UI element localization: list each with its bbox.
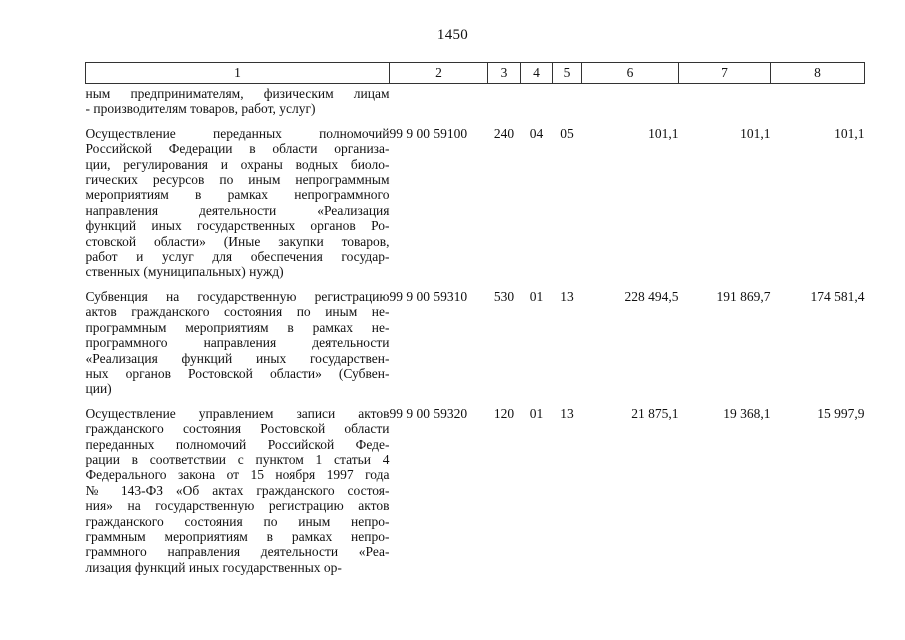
amount-year-1: 101,1 bbox=[648, 125, 679, 141]
description-line: переданных полномочий Российской Феде- bbox=[85, 436, 390, 452]
table-row bbox=[86, 406, 865, 584]
target-article-code: 99 9 00 59320 bbox=[389, 405, 468, 421]
target-article-code bbox=[390, 84, 488, 126]
amount-year-2: 19 368,1 bbox=[723, 405, 771, 421]
description-line: «Реализация функций иных государствен- bbox=[85, 350, 390, 366]
col-header-1: 1 bbox=[86, 63, 390, 84]
row-description bbox=[86, 406, 390, 584]
description-line: Федерального закона от 15 ноября 1997 года bbox=[85, 467, 390, 483]
col-header-2: 2 bbox=[390, 63, 488, 84]
table-row bbox=[86, 84, 865, 126]
subsection-code: 05 bbox=[560, 125, 574, 141]
subsection-code bbox=[553, 84, 582, 126]
description-line: граммного направления деятельности «Реа- bbox=[85, 544, 390, 560]
description-line: направления деятельности «Реализация bbox=[85, 202, 390, 218]
description-line: № 143-ФЗ «Об актах гражданского состоя- bbox=[85, 482, 390, 498]
description-line: актов гражданского состояния по иным не- bbox=[85, 304, 390, 320]
description-line: ственных (муниципальных) нужд) bbox=[85, 264, 284, 280]
table-row bbox=[86, 126, 865, 289]
target-article-code: 99 9 00 59310 bbox=[389, 288, 468, 304]
amount-year-3: 15 997,9 bbox=[817, 405, 865, 421]
description-line: Осуществление управлением записи актов bbox=[85, 405, 390, 421]
amount-year-3 bbox=[771, 84, 865, 126]
description-line: граммным мероприятиям в рамках непро- bbox=[85, 528, 390, 544]
amount-year-2 bbox=[679, 84, 771, 126]
description-line: ных органов Ростовской области» (Субвен- bbox=[85, 365, 390, 381]
col-header-6: 6 bbox=[582, 63, 679, 84]
expense-type-code bbox=[488, 84, 521, 126]
description-line: ния» на государственную регистрацию актов bbox=[85, 498, 390, 514]
target-article-code: 99 9 00 59100 bbox=[389, 125, 468, 141]
description-line: Российской Федерации в области организа- bbox=[85, 141, 390, 157]
subsection-code: 13 bbox=[560, 405, 574, 421]
description-line: гражданского состояния по иным непро- bbox=[85, 513, 390, 529]
col-header-8: 8 bbox=[771, 63, 865, 84]
row-description bbox=[86, 84, 390, 126]
description-line: ции, регулирования и охраны водных биоло- bbox=[85, 156, 390, 172]
section-code: 01 bbox=[529, 405, 544, 421]
description-line: функций иных государственных органов Ро- bbox=[85, 218, 390, 234]
expense-type-code: 120 bbox=[493, 405, 515, 421]
description-line: ции) bbox=[85, 381, 112, 397]
amount-year-1: 21 875,1 bbox=[631, 405, 679, 421]
description-line: стовской области» (Иные закупки товаров, bbox=[85, 233, 390, 249]
expense-type-code: 530 bbox=[493, 288, 515, 304]
col-header-5: 5 bbox=[553, 63, 582, 84]
amount-year-1: 228 494,5 bbox=[624, 288, 679, 304]
section-code: 01 bbox=[529, 288, 544, 304]
amount-year-1 bbox=[582, 84, 679, 126]
description-line: работ и услуг для обеспечения государ- bbox=[85, 249, 390, 265]
description-line: программного направления деятельности bbox=[85, 335, 390, 351]
description-line: Осуществление переданных полномочий bbox=[85, 125, 390, 141]
row-description bbox=[86, 289, 390, 406]
description-line: мероприятиям в рамках непрограммного bbox=[85, 187, 390, 203]
budget-table bbox=[85, 62, 865, 584]
expense-type-code: 240 bbox=[493, 125, 515, 141]
description-line: ным предпринимателям, физическим лицам bbox=[85, 86, 390, 101]
col-header-7: 7 bbox=[679, 63, 771, 84]
col-header-3: 3 bbox=[488, 63, 521, 84]
description-line: Субвенция на государственную регистрацию bbox=[85, 288, 390, 304]
description-line: - производителям товаров, работ, услуг) bbox=[85, 101, 316, 117]
amount-year-2: 101,1 bbox=[740, 125, 771, 141]
amount-year-3: 174 581,4 bbox=[810, 288, 865, 304]
page-number: 1450 bbox=[436, 27, 469, 43]
section-code: 04 bbox=[529, 125, 544, 141]
table-row bbox=[86, 289, 865, 406]
amount-year-3: 101,1 bbox=[834, 125, 865, 141]
col-header-4: 4 bbox=[521, 63, 553, 84]
amount-year-2: 191 869,7 bbox=[716, 288, 771, 304]
description-line: гражданского состояния Ростовской области bbox=[85, 421, 390, 437]
description-line: гических ресурсов по иным непрограммным bbox=[85, 172, 390, 188]
subsection-code: 13 bbox=[560, 288, 574, 304]
description-line: рации в соответствии с пунктом 1 статьи 4 bbox=[85, 451, 390, 467]
section-code bbox=[521, 84, 553, 126]
description-line: лизация функций иных государственных ор- bbox=[85, 559, 342, 575]
description-line: программным мероприятиям в рамках не- bbox=[85, 319, 390, 335]
row-description bbox=[86, 126, 390, 289]
column-number-header bbox=[86, 63, 865, 84]
